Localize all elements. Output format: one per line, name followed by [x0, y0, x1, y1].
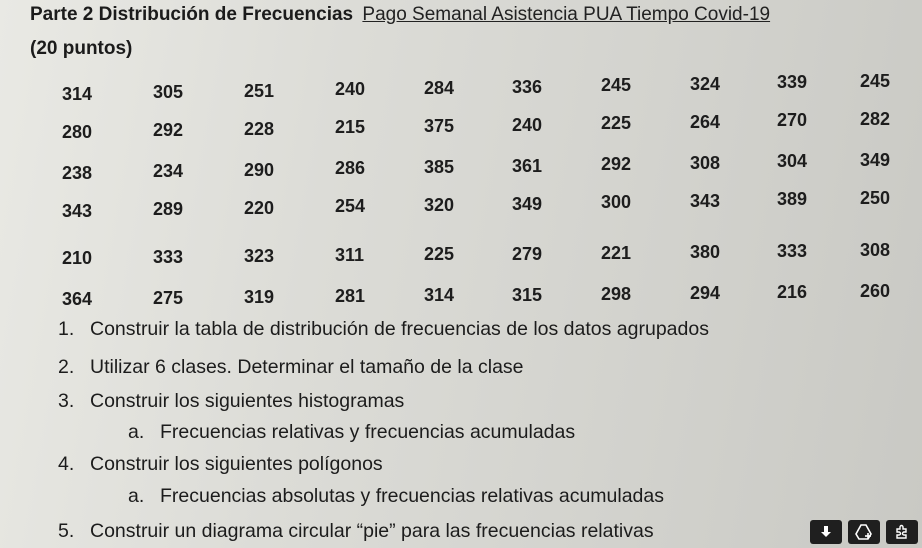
data-cell: 361 [512, 155, 543, 176]
instruction-item [58, 356, 524, 379]
instruction-item [128, 485, 664, 508]
data-cell: 289 [153, 199, 184, 220]
data-cell: 305 [153, 82, 184, 103]
data-cell: 251 [244, 80, 275, 101]
data-cell: 343 [690, 190, 721, 211]
data-cell: 343 [62, 201, 93, 221]
data-cell: 221 [601, 242, 632, 263]
instruction-number: 2. [58, 356, 75, 378]
data-cell: 315 [512, 284, 543, 305]
instruction-item [128, 421, 575, 444]
data-cell: 210 [62, 248, 93, 268]
data-cell: 292 [601, 154, 632, 175]
add-to-drive-icon [855, 524, 873, 540]
instruction-text: Utilizar 6 clases. Determinar el tamaño de la clase [90, 356, 524, 378]
data-cell: 380 [690, 241, 721, 262]
extension-button[interactable] [886, 520, 918, 544]
download-icon [820, 525, 832, 539]
data-cell: 238 [62, 163, 93, 183]
download-button[interactable] [810, 520, 842, 544]
data-cell: 215 [335, 117, 366, 138]
data-cell: 292 [153, 120, 184, 141]
puzzle-icon [894, 524, 910, 540]
data-cell: 234 [153, 161, 184, 182]
data-cell: 281 [335, 286, 366, 307]
instruction-text: Frecuencias relativas y frecuencias acumuladas [160, 421, 576, 443]
data-cell: 284 [424, 78, 455, 99]
title-bold: Parte 2 Distribución de Frecuencias [30, 4, 354, 25]
data-cell: 385 [424, 157, 455, 178]
data-cell: 349 [860, 149, 891, 170]
instruction-text: Construir un diagrama circular “pie” para las frecuencias relativas [90, 520, 654, 542]
data-cell: 339 [777, 72, 808, 93]
data-cell: 264 [690, 111, 721, 132]
instruction-item [58, 318, 709, 341]
instruction-item [58, 453, 383, 476]
data-cell: 319 [244, 287, 275, 308]
data-cell: 240 [512, 114, 543, 135]
data-cell: 245 [860, 70, 891, 91]
data-cell: 279 [512, 243, 543, 264]
data-cell: 270 [777, 110, 808, 131]
data-cell: 228 [244, 118, 275, 139]
data-cell: 349 [512, 193, 543, 214]
data-cell: 282 [860, 108, 891, 129]
data-cell: 254 [335, 196, 366, 217]
data-cell: 336 [512, 76, 543, 97]
data-cell: 216 [777, 281, 808, 302]
data-cell: 333 [153, 247, 184, 268]
data-cell: 275 [153, 288, 184, 309]
data-cell: 294 [690, 282, 721, 303]
instruction-text: Construir la tabla de distribución de frecuencias de los datos agrupados [90, 318, 709, 340]
data-cell: 260 [860, 281, 891, 302]
data-cell: 389 [777, 189, 808, 210]
instruction-text: Frecuencias absolutas y frecuencias relativas acumuladas [160, 485, 665, 507]
instruction-number: a. [128, 421, 145, 443]
instruction-text: Construir los siguientes polígonos [90, 453, 383, 475]
data-cell: 320 [424, 195, 455, 216]
instruction-number: 1. [58, 318, 75, 340]
data-cell: 225 [424, 244, 455, 265]
data-cell: 304 [777, 151, 808, 172]
data-cell: 245 [601, 75, 632, 96]
data-cell: 220 [244, 197, 275, 218]
data-cell: 308 [860, 240, 891, 261]
data-cell: 286 [335, 158, 366, 179]
data-cell: 314 [62, 84, 93, 104]
data-cell: 375 [424, 116, 455, 137]
data-cell: 290 [244, 159, 275, 180]
viewer-toolbar [810, 520, 918, 544]
data-cell: 323 [244, 246, 275, 267]
instruction-number: 5. [58, 520, 75, 542]
data-cell: 250 [860, 187, 891, 208]
instruction-number: a. [128, 485, 145, 507]
title-underlined: Pago Semanal Asistencia PUA Tiempo Covid-19 [362, 4, 771, 25]
data-cell: 225 [601, 113, 632, 134]
instruction-number: 3. [58, 390, 75, 412]
data-cell: 311 [335, 245, 365, 266]
instruction-item [58, 520, 654, 543]
data-cell: 280 [62, 122, 93, 142]
instruction-item [58, 390, 404, 413]
data-cell: 298 [601, 283, 632, 304]
data-cell: 333 [777, 240, 808, 261]
data-cell: 300 [601, 192, 632, 213]
data-cell: 314 [424, 285, 455, 306]
points-label: (20 puntos) [30, 38, 133, 59]
data-cell: 240 [335, 79, 366, 100]
data-cell: 324 [690, 73, 721, 94]
instruction-text: Construir los siguientes histogramas [90, 390, 405, 412]
add-to-drive-button[interactable] [848, 520, 880, 544]
instruction-number: 4. [58, 453, 75, 475]
data-cell: 308 [690, 152, 721, 173]
data-cell: 364 [62, 289, 93, 309]
